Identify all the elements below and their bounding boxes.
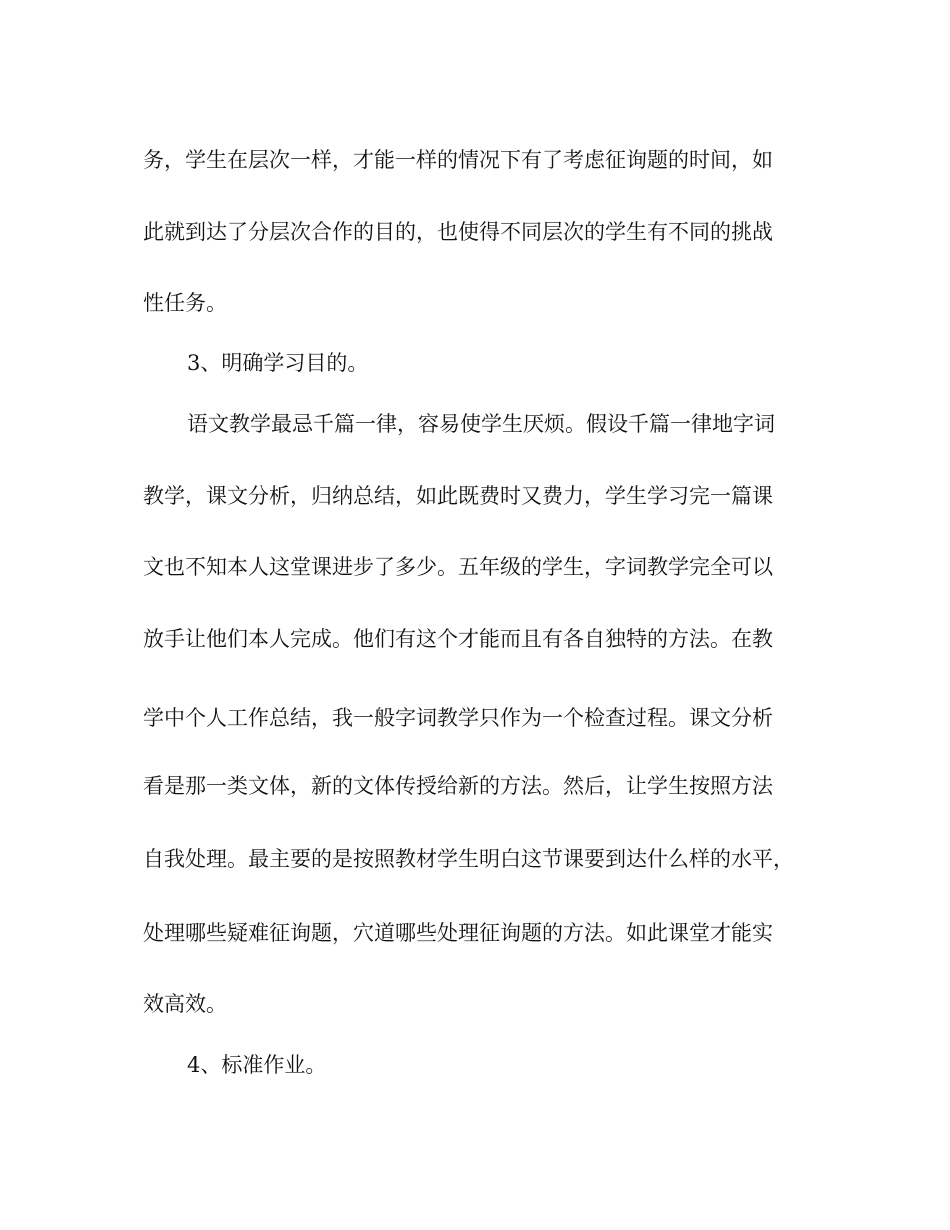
paragraph-line: 放手让他们本人完成。他们有这个才能而且有各自独特的方法。在教 bbox=[143, 627, 773, 651]
paragraph-line: 学中个人工作总结，我一般字词教学只作为一个检查过程。课文分析 bbox=[143, 706, 773, 730]
paragraph-line: 效高效。 bbox=[143, 992, 227, 1016]
paragraph-line: 教学，课文分析，归纳总结，如此既费时又费力，学生学习完一篇课 bbox=[143, 484, 773, 508]
paragraph-line: 文也不知本人这堂课进步了多少。五年级的学生，字词教学完全可以 bbox=[143, 555, 773, 579]
paragraph-line: 语文教学最忌千篇一律，容易使学生厌烦。假设千篇一律地字词 bbox=[187, 412, 775, 436]
paragraph-line: 看是那一类文体，新的文体传授给新的方法。然后，让学生按照方法 bbox=[143, 774, 773, 798]
paragraph-line: 务，学生在层次一样，才能一样的情况下有了考虑征询题的时间，如 bbox=[143, 148, 773, 172]
paragraph-line: 自我处理。最主要的是按照教材学生明白这节课要到达什么样的水平， bbox=[143, 847, 794, 871]
paragraph-line: 处理哪些疑难征询题，穴道哪些处理征询题的方法。如此课堂才能实 bbox=[143, 921, 773, 945]
paragraph-line: 此就到达了分层次合作的目的，也使得不同层次的学生有不同的挑战 bbox=[143, 220, 773, 244]
section-heading: 3、明确学习目的。 bbox=[187, 351, 369, 375]
paragraph-line: 性任务。 bbox=[143, 291, 227, 315]
section-heading: 4、标准作业。 bbox=[187, 1053, 327, 1077]
